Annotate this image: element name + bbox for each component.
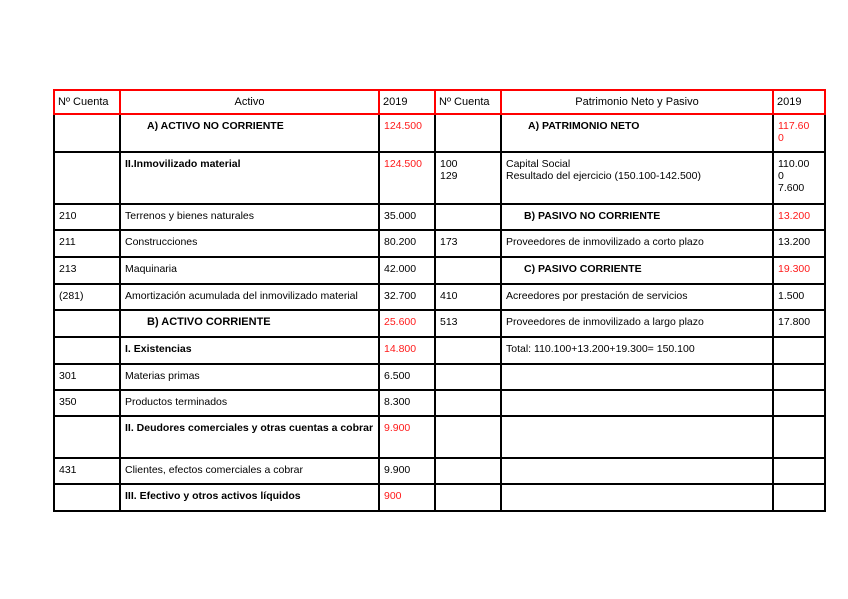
account-number [435, 337, 501, 364]
asset-value: 14.800 [379, 337, 435, 364]
account-number: 350 [54, 390, 120, 416]
asset-value: 42.000 [379, 257, 435, 284]
asset-value: 32.700 [379, 284, 435, 310]
table-row [54, 484, 825, 511]
header-year-pasivo: 2019 [773, 90, 825, 114]
asset-value: 124.500 [379, 152, 435, 204]
liability-description: Proveedores de inmovilizado a corto plazo [501, 230, 773, 257]
header-row [54, 90, 825, 114]
asset-description: A) ACTIVO NO CORRIENTE [120, 114, 379, 152]
asset-description: Maquinaria [120, 257, 379, 284]
liability-description: B) PASIVO NO CORRIENTE [501, 204, 773, 230]
header-year-activo: 2019 [379, 90, 435, 114]
liability-value [773, 337, 825, 364]
asset-description: Amortización acumulada del inmovilizado material [120, 284, 379, 310]
balance-sheet-table [53, 89, 826, 512]
liability-value: 13.200 [773, 230, 825, 257]
header-cuenta-activo: Nº Cuenta [54, 90, 120, 114]
table-row [54, 204, 825, 230]
header-pasivo: Patrimonio Neto y Pasivo [501, 90, 773, 114]
liability-value: 1.500 [773, 284, 825, 310]
account-number: 410 [435, 284, 501, 310]
account-number: 100 129 [435, 152, 501, 204]
asset-value: 124.500 [379, 114, 435, 152]
asset-description: I. Existencias [120, 337, 379, 364]
account-number [435, 257, 501, 284]
account-number: 210 [54, 204, 120, 230]
asset-value: 25.600 [379, 310, 435, 337]
account-number: (281) [54, 284, 120, 310]
asset-value: 80.200 [379, 230, 435, 257]
table-row [54, 257, 825, 284]
liability-description: A) PATRIMONIO NETO [501, 114, 773, 152]
asset-description: Productos terminados [120, 390, 379, 416]
account-number [54, 337, 120, 364]
liability-description: C) PASIVO CORRIENTE [501, 257, 773, 284]
account-number: 513 [435, 310, 501, 337]
table-row [54, 284, 825, 310]
asset-description: Clientes, efectos comerciales a cobrar [120, 458, 379, 484]
table-row [54, 458, 825, 484]
account-number: 213 [54, 257, 120, 284]
asset-value: 8.300 [379, 390, 435, 416]
asset-value: 35.000 [379, 204, 435, 230]
table-row [54, 390, 825, 416]
account-number: 173 [435, 230, 501, 257]
liability-value: 13.200 [773, 204, 825, 230]
table-row [54, 152, 825, 204]
asset-description: II. Deudores comerciales y otras cuentas a cobrar [120, 416, 379, 458]
account-number [435, 204, 501, 230]
liability-value: 17.800 [773, 310, 825, 337]
liability-description: Acreedores por prestación de servicios [501, 284, 773, 310]
asset-description: Terrenos y bienes naturales [120, 204, 379, 230]
table-row [54, 364, 825, 390]
asset-description: III. Efectivo y otros activos líquidos [120, 484, 379, 511]
account-number [435, 114, 501, 152]
table-row [54, 337, 825, 364]
asset-description: II.Inmovilizado material [120, 152, 379, 204]
account-number [54, 416, 120, 458]
table-row [54, 230, 825, 257]
account-number [54, 310, 120, 337]
account-number: 301 [54, 364, 120, 390]
header-activo: Activo [120, 90, 379, 114]
liability-description: Capital Social Resultado del ejercicio (150.100-142.500) [501, 152, 773, 204]
liability-description: Total: 110.100+13.200+19.300= 150.100 [501, 337, 773, 364]
asset-description: Construcciones [120, 230, 379, 257]
asset-value: 9.900 [379, 458, 435, 484]
account-number [54, 484, 120, 511]
liability-value: 110.00 0 7.600 [773, 152, 825, 204]
account-number [54, 152, 120, 204]
asset-description: B) ACTIVO CORRIENTE [120, 310, 379, 337]
account-number: 431 [54, 458, 120, 484]
asset-value: 900 [379, 484, 435, 511]
account-number: 211 [54, 230, 120, 257]
asset-value: 9.900 [379, 416, 435, 458]
header-cuenta-pasivo: Nº Cuenta [435, 90, 501, 114]
table-row [54, 310, 825, 337]
liability-value: 19.300 [773, 257, 825, 284]
table-row [54, 416, 825, 458]
table-row [54, 114, 825, 152]
asset-value: 6.500 [379, 364, 435, 390]
liability-description: Proveedores de inmovilizado a largo plazo [501, 310, 773, 337]
liability-value: 117.60 0 [773, 114, 825, 152]
account-number [54, 114, 120, 152]
asset-description: Materias primas [120, 364, 379, 390]
